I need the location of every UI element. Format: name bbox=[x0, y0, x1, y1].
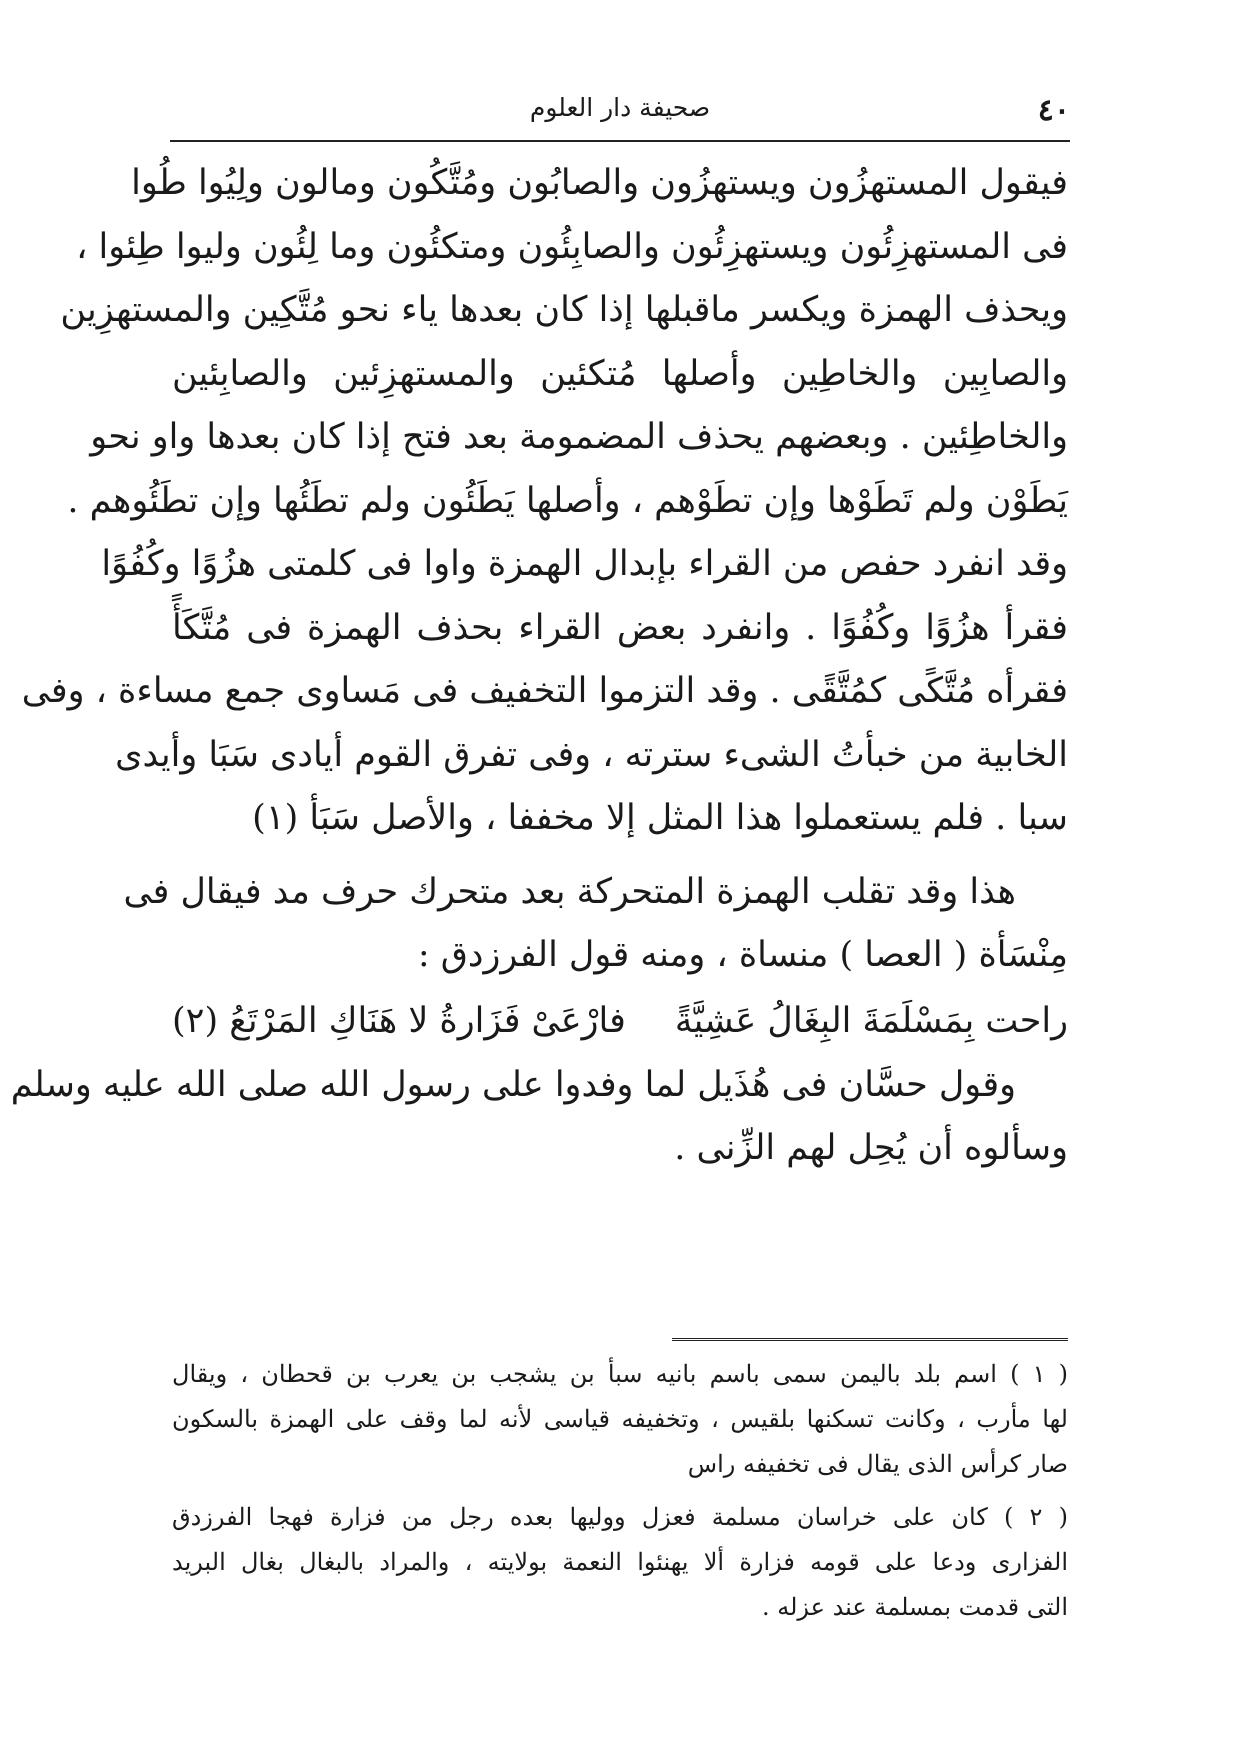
text-line: فى المستهزِئُون ويستهزِئُون والصابِئُون ومتكئُون وما لِئُون وليوا طِئوا ، bbox=[76, 226, 1068, 267]
text-line: وقد انفرد حفص من القراء بإبدال الهمزة واوا فى كلمتى هزُوًا وكُفُوًا bbox=[101, 544, 1068, 584]
text-line: والصابِين والخاطِين وأصلها مُتكئين والمستهزِئين والصابِئين bbox=[172, 353, 1068, 394]
running-title: صحيفة دار العلوم bbox=[529, 93, 711, 122]
footnote-line: صار كرأس الذى يقال فى تخفيفه راس bbox=[687, 1450, 1068, 1478]
footnote-line: لها مأرب ، وكانت تسكنها بلقيس ، وتخفيفه قياسى لأنه لما وقف على الهمزة بالسكون bbox=[172, 1405, 1068, 1433]
paragraph-gap bbox=[172, 851, 1068, 861]
poetry-verse bbox=[172, 988, 1068, 1054]
body-text bbox=[10, 152, 1068, 1181]
page-number: ٤٠ bbox=[1037, 93, 1070, 128]
text-line: فيقول المستهزُون ويستهزُون والصابُون ومُتَّكُون ومالون ولِيُوا طُوا bbox=[131, 163, 1068, 203]
text-line: والخاطِئين . وبعضهم يحذف المضمومة بعد فتح إذا كان بعدها واو نحو bbox=[90, 417, 1068, 457]
text-line: سبا . فلم يستعملوا هذا المثل إلا مخففا ، والأصل سَبَأ (١) bbox=[252, 798, 1068, 838]
header-rule bbox=[170, 140, 1070, 142]
text-line: مِنْسَأة ( العصا ) منساة ، ومنه قول الفرزدق : bbox=[417, 935, 1068, 975]
footnote-1 bbox=[172, 1352, 1068, 1487]
paragraph-1 bbox=[21, 152, 1068, 851]
footnote-line: الفزارى ودعا على قومه فزارة ألا يهنئوا النعمة بولايته ، والمراد بالبغال بغال البريد bbox=[172, 1548, 1069, 1576]
footnote-line: ( ١ ) اسم بلد باليمن سمى باسم بانيه سبأ بن يشجب بن يعرب بن قحطان ، ويقال bbox=[172, 1360, 1069, 1388]
footnote-gap bbox=[172, 1487, 1068, 1495]
text-line: وسألوه أن يُحِل لهم الزِّنى . bbox=[674, 1128, 1068, 1168]
text-line: فقرأه مُتَّكًى كمُتَّقًى . وقد التزموا التخفيف فى مَساوى جمع مساءة ، وفى bbox=[21, 671, 1068, 711]
text-line: وقول حسَّان فى هُذَيل لما وفدوا على رسول الله صلى الله عليه وسلم bbox=[10, 1064, 1016, 1105]
verse-hemistich-1: راحت بِمَسْلَمَةَ البِغَالُ عَشِيَّةً bbox=[674, 1000, 1068, 1041]
footnote-line: التى قدمت بمسلمة عند عزله . bbox=[761, 1593, 1068, 1621]
text-line: فقرأ هزُوًا وكُفُوًا . وانفرد بعض القراء بحذف الهمزة فى مُتَّكَأً bbox=[172, 607, 1068, 648]
footnote-rule bbox=[672, 1338, 1068, 1341]
verse-hemistich-2: فارْعَىْ فَزَارةُ لا هَنَاكِ المَرْتَعُ (٢) bbox=[172, 1000, 626, 1041]
text-line: ويحذف الهمزة ويكسر ماقبلها إذا كان بعدها ياء نحو مُتَّكِين والمستهزِين bbox=[60, 290, 1068, 330]
text-line: هذا وقد تقلب الهمزة المتحركة بعد متحرك حرف مد فيقال فى bbox=[123, 871, 1016, 912]
footnotes bbox=[172, 1352, 1068, 1630]
footnote-line: ( ٢ ) كان على خراسان مسلمة فعزل ووليها بعده رجل من فزارة فهجا الفرزدق bbox=[172, 1503, 1069, 1531]
text-line: يَطَوْن ولم تَطَوْها وإن تطَوْهم ، وأصلها يَطَئُون ولم تطَئُها وإن تطَئُوهم . bbox=[67, 480, 1068, 521]
paragraph-3 bbox=[10, 1054, 1068, 1181]
page-header bbox=[170, 85, 1070, 135]
footnote-2 bbox=[172, 1495, 1068, 1630]
paragraph-2 bbox=[123, 861, 1068, 988]
text-line: الخابية من خبأتُ الشىء سترته ، وفى تفرق القوم أيادى سَبَا وأيدى bbox=[115, 734, 1068, 775]
